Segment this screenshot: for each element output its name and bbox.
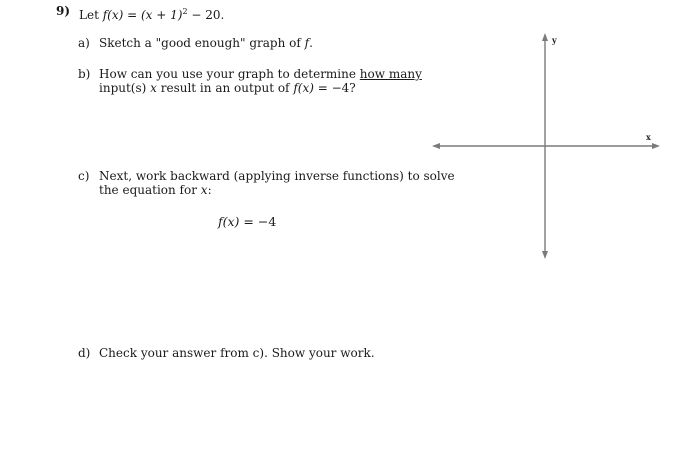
x-axis-right-arrow xyxy=(652,143,660,149)
part-b-line-2: input(s) x result in an output of f(x) = −4? xyxy=(99,81,356,95)
equation: f(x) = −4 xyxy=(218,214,277,229)
part-b-label: b) xyxy=(78,67,91,81)
y-axis-bottom-arrow xyxy=(542,251,548,259)
y-axis-top-arrow xyxy=(542,33,548,41)
part-c-line-1: Next, work backward (applying inverse functions) to solve xyxy=(99,169,455,183)
part-d-text: Check your answer from c). Show your work. xyxy=(99,346,375,360)
part-a-label: a) xyxy=(78,36,90,50)
x-axis-left-arrow xyxy=(432,143,440,149)
function-definition: f(x) = (x + 1) xyxy=(102,8,183,22)
x-axis-label: x xyxy=(646,132,651,142)
problem-number: 9) xyxy=(56,4,71,18)
part-a-text: Sketch a "good enough" graph of f. xyxy=(99,36,313,50)
part-d-label: d) xyxy=(78,346,91,360)
problem-statement: Let $f(x) = (x + 1)^2 - 20$. xyxy=(79,7,225,22)
coordinate-axes xyxy=(430,30,670,262)
underlined-phrase: how many xyxy=(359,67,422,81)
exponent: 2 xyxy=(182,7,188,16)
y-axis-label: y xyxy=(552,35,557,45)
part-b-line-1: How can you use your graph to determine how many xyxy=(99,67,422,81)
part-c-line-2: the equation for x: xyxy=(99,183,212,197)
part-c-label: c) xyxy=(78,169,90,183)
